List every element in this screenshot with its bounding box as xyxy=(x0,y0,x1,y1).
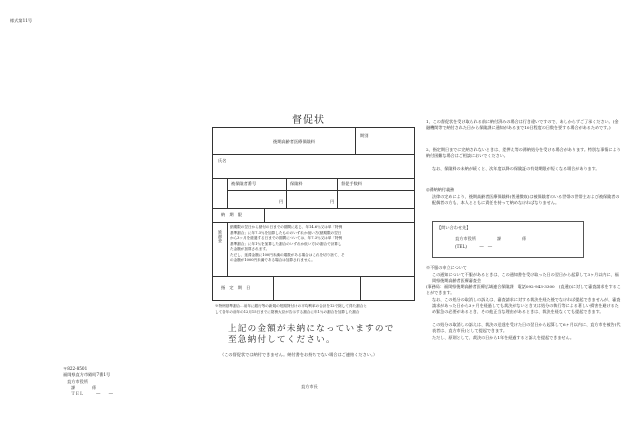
arrears-label: 延滞金 xyxy=(218,230,223,243)
surcharge-yen: 円 xyxy=(330,199,335,204)
mayor-name: 直方市長 xyxy=(301,384,318,389)
special-note xyxy=(215,304,367,315)
department: 課 係 xyxy=(71,384,97,390)
surcharge-label: 督促手数料 xyxy=(341,181,362,186)
main-message xyxy=(228,324,395,346)
telephone: ＴＥＬ ― ― xyxy=(71,391,113,397)
arrears-line: た金額が加算されます。 xyxy=(230,247,270,252)
note-2: 2、指定期日までに完納されないときは、差押え等の滞納処分を受ける場合があります。特別な事情により納付困難な場合はご相談においでください。 xyxy=(426,147,621,158)
objection-text: この通知について不服があるときは、この通知書を受け取った日の翌日から起算して3ヶ月以内に、福岡県後期高齢者医療審査会 xyxy=(432,272,619,283)
arrears-line: から3ヶ月を経過する日までの期間については、年7.3％又は単「特例 xyxy=(230,236,343,241)
contact-telephone: (TEL) ― ― xyxy=(455,244,493,249)
office: 直方市役所 xyxy=(67,378,88,384)
main-message-line: 上記の金額が未納になっていますので xyxy=(228,324,395,334)
sender-block xyxy=(63,366,113,397)
premium-yen: 円 xyxy=(279,199,284,204)
arrears-text xyxy=(230,225,345,264)
name-label: 氏名 xyxy=(218,158,227,163)
payment-deadline-label: 納 期 限 xyxy=(221,212,242,217)
arrears-heading: ◎滞納納付義務 xyxy=(426,187,455,192)
contact-title: 【問い合わせ先】 xyxy=(437,225,471,230)
insurance-type: 後期高齢者医療保険料 xyxy=(273,139,315,144)
premium-label: 保険料 xyxy=(290,181,303,186)
page-title: 督促状 xyxy=(292,115,325,126)
address: 福岡県直方市殿町7番1号 xyxy=(63,372,111,378)
demand-form xyxy=(212,127,415,301)
objection-contact: (事務局：福岡県後期高齢者医療広域連合保険課 電話092-943-3300 (直通))に対して審査請求をすることができます。 xyxy=(426,284,621,295)
special-note-line: ※特例基準割合…前年に銀行等の新規の短期貸付けの平均利率の合計を12で除して得た割合と xyxy=(215,304,367,308)
postal-code: 〒822-8501 xyxy=(63,366,88,371)
form-number: 様式第11号 xyxy=(10,18,33,23)
contact-box xyxy=(432,221,584,258)
lawsuit-1: なお、この処分の取消しの訴えは、審査請求に対する裁決を経た後でなければ提起できませんが、審査請求があった日から3ヶ月を経過しても裁決がないとき又は処分の執行等による著しい損害を避けるため緊急の必要があるとき、その他正当な理由があるときは、裁決を経なくても提起できます。 xyxy=(432,297,621,314)
sub-message: （この督促状では納付できません。納付書をお持ちでない場合はご連絡ください。） xyxy=(220,352,378,357)
objection-heading: ※不服の申立について xyxy=(426,265,467,270)
designated-date-label: 指 定 期 日 xyxy=(221,285,251,290)
insured-number-label: 被保険者番号 xyxy=(231,181,257,186)
arrears-line: の金額が1000円未満である場合は加算されません。 xyxy=(230,258,315,263)
lawsuit-2: この処分の取消しの訴えは、裁決の送達を受けた日の翌日から起算して6ヶ月以内に、直方市を被告(代表者は、直方市長)として提起できます。 xyxy=(432,322,621,333)
category-label: 期別 xyxy=(360,133,369,138)
main-message-line: 至急納付してください。 xyxy=(228,335,336,346)
contact-office: 直方市役所 課 係 xyxy=(455,236,527,241)
special-note-line: して各年の前年の12月15日までに財務大臣が告示する割合に年1％の割合を加算した割合 xyxy=(215,309,360,314)
arrears-line: 基準割合」に年1％を加算した割合のいずれか低い方)の割合で計算し xyxy=(230,241,342,246)
arrears-obligation-text: 法律の定めにより、後期高齢者医療保険料(普通徴収)は被保険者のいる世帯の世帯主および被保険者の配偶者の方も、本人とともに責任を持って納めなければなりません。 xyxy=(432,194,620,205)
lawsuit-3: ただし、原則として、裁決の日から1年を経過すると訴えを提起できません。 xyxy=(432,335,574,340)
arrears-line: ただし、延滞金額に100円未満の端数がある場合はこれを切り捨て、そ xyxy=(230,252,345,257)
note-2b: なお、保険料の未納が続くと、次年度以降の保険証の有効期限が短くなる場合があります。 xyxy=(432,166,600,171)
note-1: 1、この督促状を受け取られる前に納付済みの場合は行き違いですので、あしからずご了承ください。(金融機関等で納付された日から保険課に通知があるまで10日程度の日数を要する場合があるためです。) xyxy=(426,119,619,130)
arrears-line: 納期限の翌日から納付の日までの期間に応じ、年14.6％又は単「特例 xyxy=(230,225,343,229)
arrears-line: 基準割合」に年7.3％を加算したもののいずれか低い方(納期限の翌日 xyxy=(230,230,342,235)
